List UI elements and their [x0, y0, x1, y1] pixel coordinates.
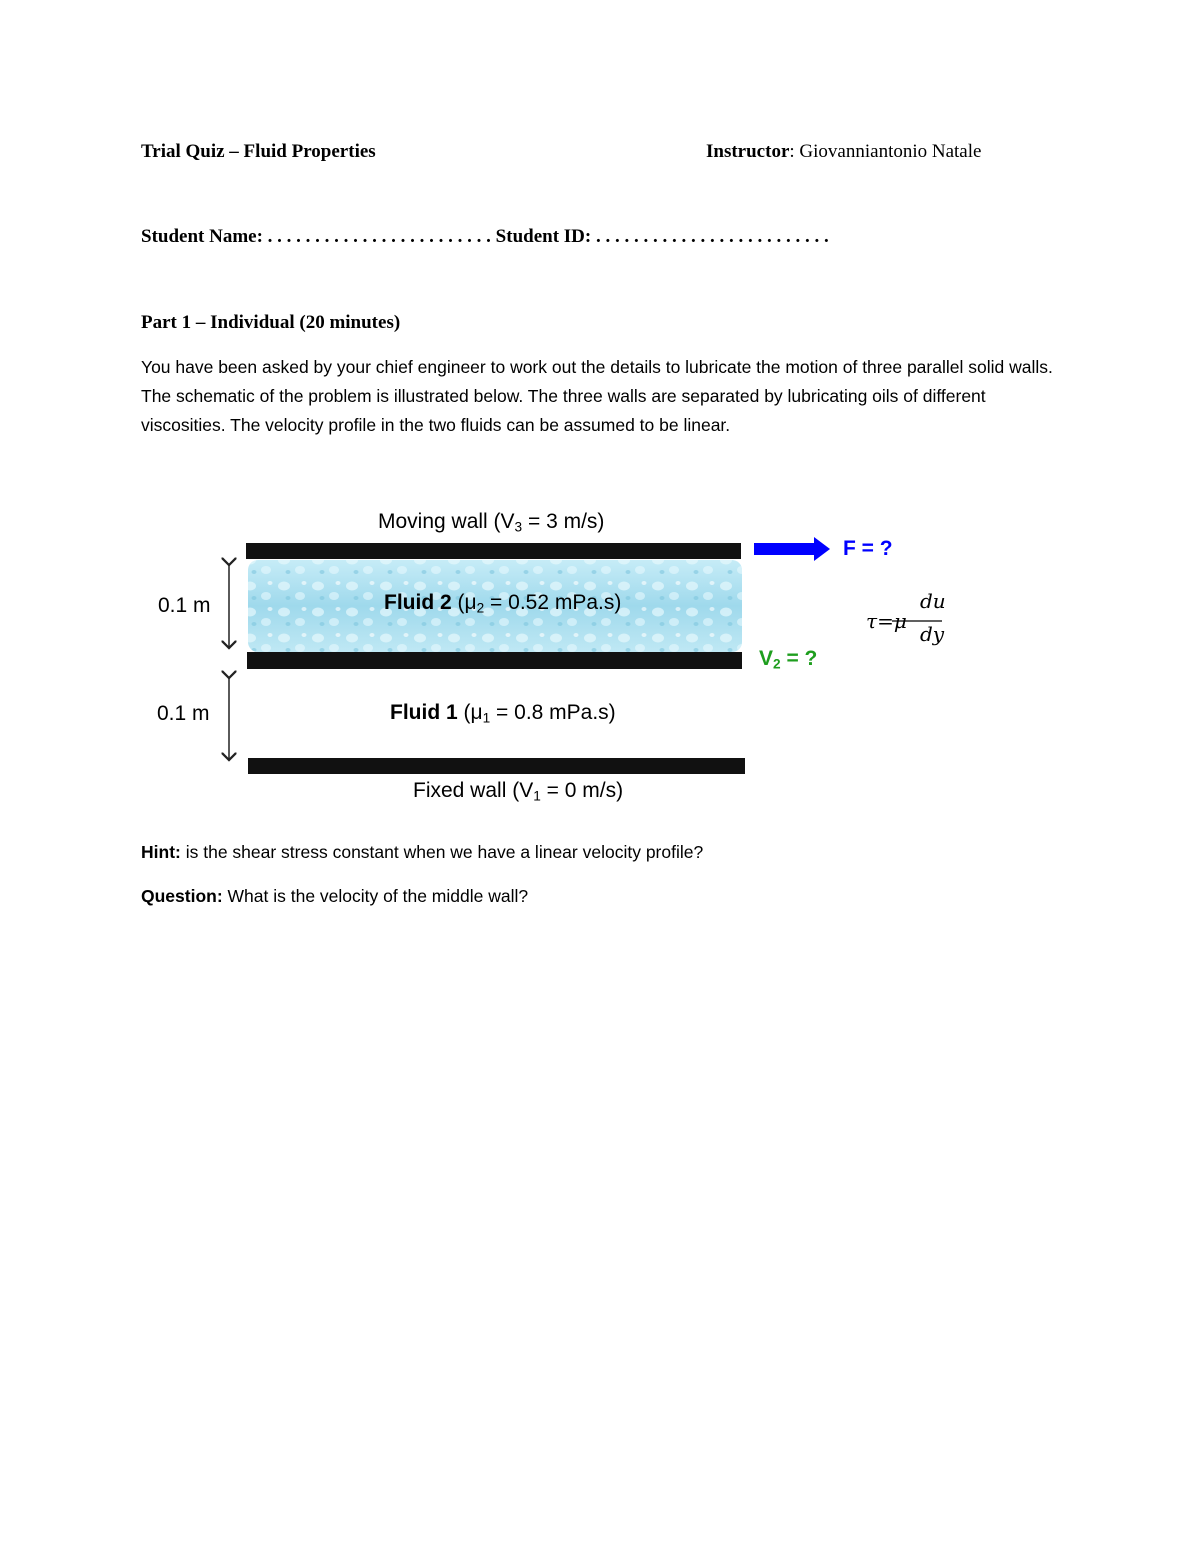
- hint-label: Hint:: [141, 842, 181, 862]
- schematic-figure: [140, 500, 960, 820]
- part-title: Part 1 – Individual (20 minutes): [141, 312, 401, 333]
- gap-top-label: 0.1 m: [158, 594, 211, 617]
- equation-denominator: dy: [920, 622, 945, 646]
- hint-line: [141, 842, 703, 863]
- question-text: What is the velocity of the middle wall?: [222, 886, 529, 906]
- instructor-line: Instructor: Giovanniantonio Natale: [706, 141, 982, 162]
- equation-numerator: du: [920, 589, 946, 613]
- fixed-wall-label: Fixed wall ($V_1 = 0$ m/s): [413, 779, 624, 804]
- instructor-label: Instructor: [706, 141, 790, 162]
- problem-statement: You have been asked by your chief engineer to work out the details to lubricate the motion of three parallel solid walls. The schematic of the problem is illustrated below. The three walls are separated by lubricating oils of different viscosities. The velocity profile in the two fluids can be assumed to be linear.: [141, 357, 1053, 435]
- force-arrow-shaft: [754, 543, 814, 555]
- fluid-1-label: Fluid 1 ($\mu_1 = 0.8$ mPa.s): [390, 701, 616, 726]
- hint-text: is the shear stress constant when we have a linear velocity profile?: [180, 842, 704, 862]
- schematic-graphics: [140, 500, 960, 820]
- force-label: F = ?: [843, 537, 893, 560]
- question-label: Question:: [141, 886, 223, 906]
- equation-lhs: τ=μ: [866, 609, 907, 633]
- student-id-field[interactable]: Student ID: . . . . . . . . . . . . . . . . . . . . . . . . .: [495, 226, 829, 247]
- moving-wall-label: Moving wall ($V_3 = 3$ m/s): [378, 510, 605, 535]
- instructor-name: Giovanniantonio Natale: [799, 141, 982, 162]
- student-name-field[interactable]: Student Name: . . . . . . . . . . . . . . . . . . . . . . . .: [141, 226, 491, 247]
- quiz-title: Trial Quiz – Fluid Properties: [141, 141, 376, 162]
- force-arrow-head: [814, 537, 830, 561]
- question-line: [141, 886, 528, 907]
- v2-label: $V_2$ = ?: [759, 647, 818, 672]
- middle-wall-bar: [247, 652, 742, 669]
- fluid-2-label: Fluid 2 ($\mu_2 = 0.52$ mPa.s): [384, 591, 622, 616]
- moving-wall-bar: [246, 543, 741, 559]
- gap-bottom-label: 0.1 m: [157, 702, 210, 725]
- student-info-line: [141, 226, 829, 248]
- fixed-wall-bar: [248, 758, 745, 774]
